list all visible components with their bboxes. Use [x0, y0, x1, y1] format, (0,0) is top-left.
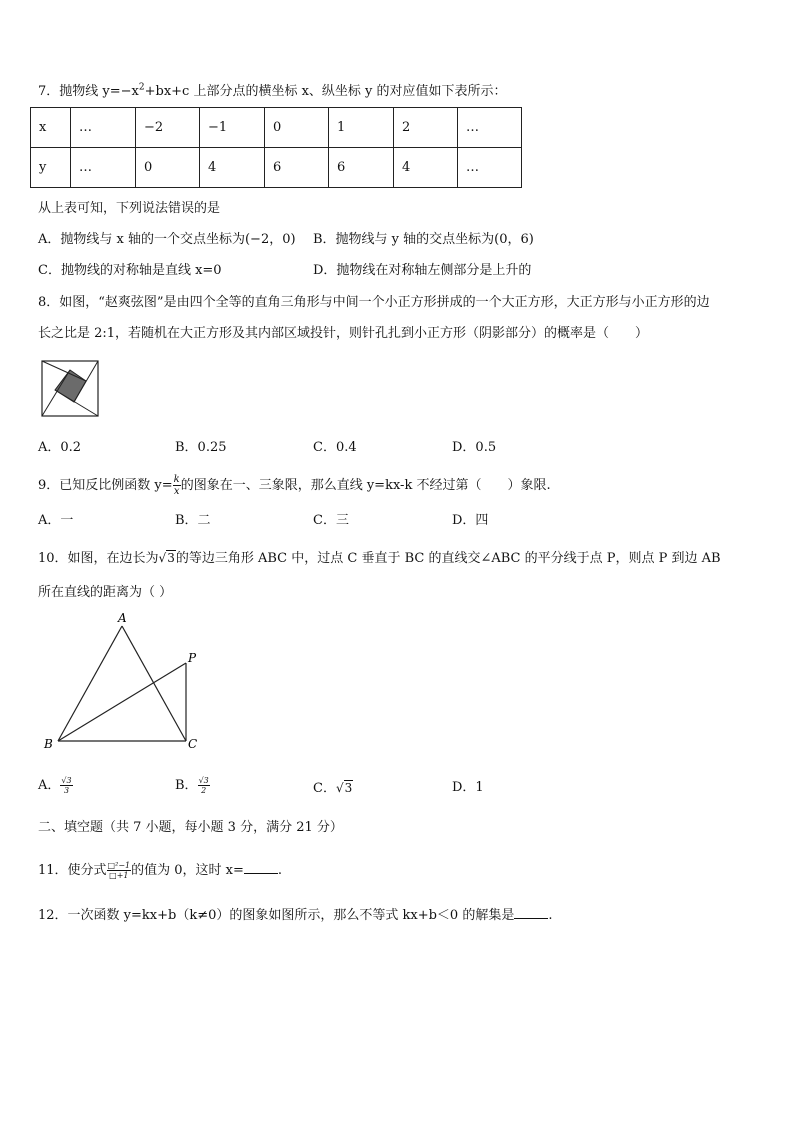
- q12-stem: [38, 906, 552, 925]
- q9-option-a[interactable]: A．一: [38, 513, 74, 528]
- q10-option-d[interactable]: D．1: [452, 780, 484, 795]
- q7-stem: [38, 83, 507, 101]
- bisector-bp: [58, 663, 186, 741]
- q11-stem: [38, 861, 282, 880]
- q10-option-c-radicand: 3: [344, 781, 353, 795]
- label-p: P: [188, 651, 197, 665]
- q7-option-b[interactable]: B．抛物线与 y 轴的交点坐标为(0，6): [313, 232, 534, 247]
- q10-option-b-label: B．: [175, 778, 198, 793]
- q12-answer-blank[interactable]: [514, 906, 548, 919]
- q10-option-c-sqrt: √3: [335, 781, 353, 795]
- q12-stem-a: 12．一次函数 y=kx+b（k≠0）的图象如图所示，那么不等式 kx+b＜0 的解集是: [38, 908, 515, 923]
- q10-stem-b: 的等边三角形 ABC 中，过点 C 垂直于 BC 的直线交∠ABC 的平分线于点 P，则点 P 到边 AB: [175, 551, 721, 566]
- table-cell: 0: [136, 148, 200, 188]
- q9-fraction: [173, 474, 181, 497]
- table-cell: 4: [394, 148, 458, 188]
- q10-sqrt: √3: [158, 551, 175, 565]
- q9-stem-a: 9．已知反比例函数 y=: [38, 478, 173, 493]
- q9-frac-den: x: [173, 486, 180, 497]
- table-cell: 0: [265, 108, 329, 148]
- q11-stem-c: .: [277, 863, 283, 878]
- q10-sqrt-radicand: 3: [167, 551, 175, 565]
- q7-stem-a: 7．抛物线 y=−x: [38, 84, 139, 99]
- q7-stem-b: +bx+c 上部分点的横坐标 x、纵坐标 y 的对应值如下表所示：: [144, 84, 507, 99]
- q10-option-a-den: 3: [63, 786, 70, 795]
- q8-option-a[interactable]: A．0.2: [38, 440, 82, 455]
- q7-option-a[interactable]: A．抛物线与 x 轴的一个交点坐标为(−2，0): [38, 232, 296, 247]
- label-b: B: [44, 737, 53, 751]
- q10-option-c[interactable]: [313, 779, 353, 798]
- q7-lead: 从上表可知，下列说法错误的是: [38, 201, 221, 216]
- q11-answer-blank[interactable]: [244, 861, 278, 874]
- q10-option-a-fraction: [60, 776, 72, 795]
- q11-fraction: [107, 861, 132, 880]
- table-cell: …: [71, 148, 136, 188]
- q10-option-b[interactable]: [175, 776, 210, 795]
- table-cell: 2: [394, 108, 458, 148]
- zhao-shuang-diagram: [41, 360, 101, 418]
- q10-option-a-label: A．: [38, 778, 61, 793]
- q10-stem-line1: [38, 549, 721, 568]
- q8-stem-line2: 长之比是 2:1，若随机在大正方形及其内部区域投针，则针孔扎到小正方形（阴影部分）的概率是（ ）: [38, 326, 649, 341]
- section-heading: 二、填空题（共 7 小题，每小题 3 分，满分 21 分）: [38, 820, 343, 835]
- q10-option-c-label: C．: [313, 781, 336, 796]
- q10-stem-a: 10．如图，在边长为: [38, 551, 159, 566]
- table-row: [31, 108, 522, 148]
- table-cell: −2: [136, 108, 200, 148]
- side-ac: [122, 626, 186, 741]
- q8-option-b[interactable]: B．0.25: [175, 440, 227, 455]
- q10-option-a[interactable]: [38, 776, 73, 795]
- q10-option-b-num: √3: [198, 776, 209, 785]
- q11-stem-b: 的值为 0，这时 x=: [131, 863, 244, 878]
- triangle-abc-diagram: [38, 608, 218, 756]
- q10-option-b-den: 2: [201, 786, 207, 795]
- table-cell: 4: [200, 148, 265, 188]
- q7-option-d[interactable]: D．抛物线在对称轴左侧部分是上升的: [313, 263, 532, 278]
- table-cell: −1: [200, 108, 265, 148]
- table-cell: y: [31, 148, 71, 188]
- q7-option-c[interactable]: C．抛物线的对称轴是直线 x=0: [38, 263, 222, 278]
- q10-stem-line2: 所在直线的距离为（ ）: [38, 585, 173, 600]
- q9-stem: [38, 474, 551, 497]
- table-cell: 6: [265, 148, 329, 188]
- q8-stem-line1: 8．如图，“赵爽弦图”是由四个全等的直角三角形与中间一个小正方形拼成的一个大正方形，大正方形与小正方形的边: [38, 295, 710, 310]
- q7-stem-sup: 2: [138, 82, 145, 93]
- q9-option-c[interactable]: C．三: [313, 513, 349, 528]
- q12-stem-c: .: [548, 908, 553, 923]
- q9-option-b[interactable]: B．二: [175, 513, 211, 528]
- table-cell: 6: [329, 148, 394, 188]
- q10-option-a-num: √3: [61, 776, 72, 785]
- q9-frac-num: k: [173, 474, 180, 485]
- q9-option-d[interactable]: D．四: [452, 513, 489, 528]
- table-row: [31, 148, 522, 188]
- table-cell: …: [458, 108, 522, 148]
- label-c: C: [188, 737, 198, 751]
- table-cell: …: [458, 148, 522, 188]
- q7-value-table: [30, 107, 522, 188]
- label-a: A: [118, 611, 127, 625]
- table-cell: 1: [329, 108, 394, 148]
- table-cell: …: [71, 108, 136, 148]
- q8-option-d[interactable]: D．0.5: [452, 440, 497, 455]
- q11-frac-num: □²−1: [107, 861, 131, 870]
- q11-stem-a: 11．使分式: [38, 863, 107, 878]
- q11-frac-den: □+1: [109, 871, 129, 880]
- q8-option-c[interactable]: C．0.4: [313, 440, 357, 455]
- q9-stem-b: 的图象在一、三象限，那么直线 y=kx-k 不经过第（ ）象限.: [180, 478, 551, 493]
- q10-option-b-fraction: [198, 776, 210, 795]
- side-ab: [58, 626, 122, 741]
- table-cell: x: [31, 108, 71, 148]
- inner-square-shaded: [55, 370, 86, 402]
